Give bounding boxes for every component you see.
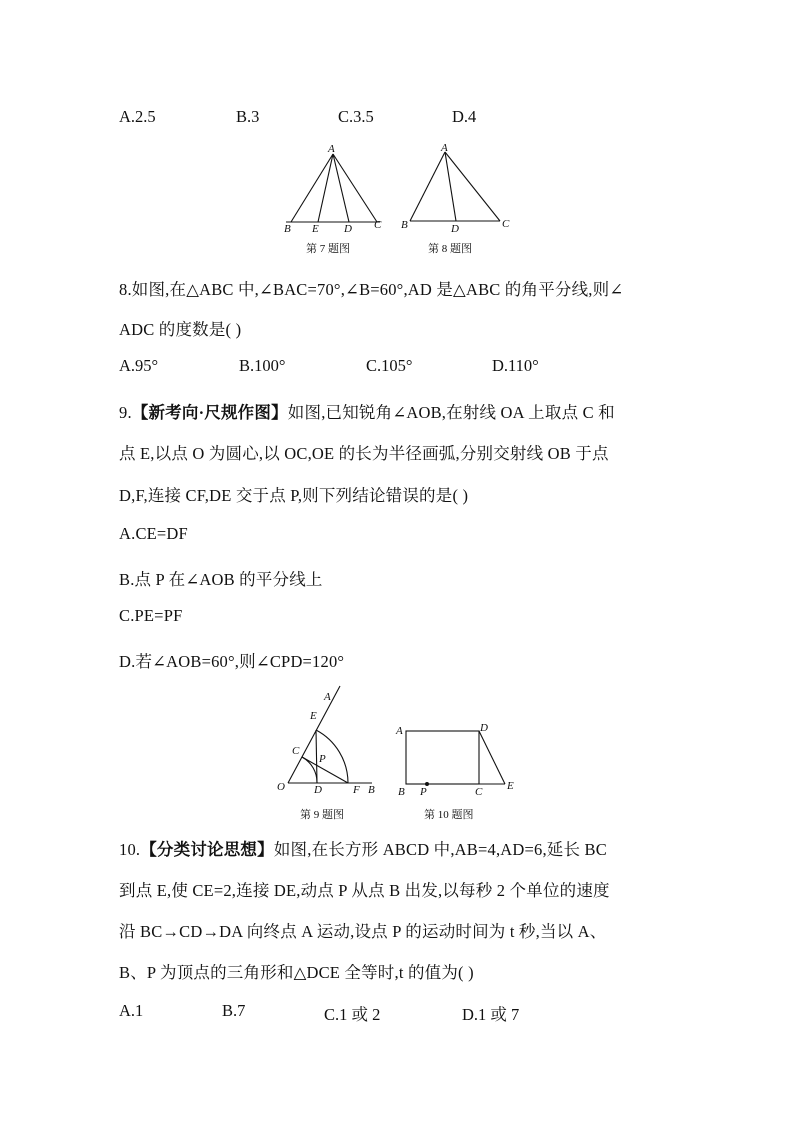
q10-tag: 【分类讨论思想】 — [140, 840, 274, 859]
fig9-label-b: B — [368, 784, 375, 795]
q9-tag: 【新考向·尺规作图】 — [131, 403, 288, 422]
figure-7-diagram — [280, 142, 390, 234]
q7-option-d: D.4 — [452, 107, 477, 126]
q9-line-1 — [119, 399, 615, 423]
q10-option-b: B.7 — [222, 1001, 246, 1020]
fig8-label-d: D — [451, 223, 459, 234]
q7-option-a: A.2.5 — [119, 107, 156, 126]
fig10-label-a: A — [396, 725, 403, 737]
q7-option-c: C.3.5 — [338, 107, 374, 126]
figure-8-diagram — [396, 140, 521, 234]
figure-10-caption: 第 10 题图 — [424, 809, 474, 821]
fig9-label-e: E — [310, 710, 317, 722]
fig10-label-d: D — [480, 722, 488, 734]
figure-9-diagram — [274, 683, 384, 795]
q10-line-4: B、P 为顶点的三角形和△DCE 全等时,t 的值为( ) — [119, 963, 474, 982]
fig9-label-d: D — [314, 784, 322, 795]
figure-8-caption: 第 8 题图 — [428, 243, 472, 255]
q9-option-a: A.CE=DF — [119, 524, 188, 543]
fig9-label-o: O — [277, 781, 285, 793]
q10-line-3: 沿 BC→CD→DA 向终点 A 运动,设点 P 的运动时间为 t 秒,当以 A、 — [119, 922, 607, 941]
figure-9-caption: 第 9 题图 — [300, 809, 344, 821]
q8-option-a: A.95° — [119, 356, 159, 375]
q8-option-c: C.105° — [366, 356, 413, 375]
fig8-label-a: A — [441, 142, 448, 154]
q10-line-1 — [119, 836, 607, 860]
fig7-label-a: A — [328, 143, 335, 155]
q9-option-d: D.若∠AOB=60°,则∠CPD=120° — [119, 652, 345, 671]
q8-line-2: ADC 的度数是( ) — [119, 320, 242, 339]
fig9-label-p: P — [319, 753, 326, 765]
q9-line-1-text: 如图,已知锐角∠AOB,在射线 OA 上取点 C 和 — [287, 403, 615, 422]
q10-line-2: 到点 E,使 CE=2,连接 DE,动点 P 从点 B 出发,以每秒 2 个单位的速度 — [119, 881, 610, 900]
fig8-label-b: B — [401, 219, 408, 231]
q10-option-a: A.1 — [119, 1001, 144, 1020]
figure-10-diagram — [392, 720, 520, 800]
fig10-label-b: B — [398, 786, 405, 798]
figure-7-caption: 第 7 题图 — [306, 243, 350, 255]
fig10-label-p: P — [420, 786, 427, 798]
q7-option-b: B.3 — [236, 107, 260, 126]
fig9-label-c: C — [292, 745, 300, 757]
fig9-label-f: F — [353, 784, 360, 795]
q10-line-1-text: 如图,在长方形 ABCD 中,AB=4,AD=6,延长 BC — [273, 840, 607, 859]
q9-option-b: B.点 P 在∠AOB 的平分线上 — [119, 570, 323, 589]
q9-line-3: D,F,连接 CF,DE 交于点 P,则下列结论错误的是( ) — [119, 486, 469, 505]
q9-option-c: C.PE=PF — [119, 606, 183, 625]
q9-line-2: 点 E,以点 O 为圆心,以 OC,OE 的长为半径画弧,分别交射线 OB 于点 — [119, 444, 609, 463]
q10-option-d: D.1 或 7 — [462, 1005, 520, 1024]
fig9-label-a: A — [324, 691, 331, 703]
q8-line-1: 8.如图,在△ABC 中,∠BAC=70°,∠B=60°,AD 是△ABC 的角平分线,则∠ — [119, 280, 624, 299]
q8-option-d: D.110° — [492, 356, 539, 375]
q8-option-b: B.100° — [239, 356, 286, 375]
q9-number: 9. — [119, 403, 132, 422]
fig7-label-e: E — [312, 223, 319, 234]
fig10-label-c: C — [475, 786, 483, 798]
q10-number: 10. — [119, 840, 141, 859]
fig7-label-b: B — [284, 223, 291, 234]
q10-option-c: C.1 或 2 — [324, 1005, 381, 1024]
fig8-label-c: C — [502, 218, 510, 230]
fig7-label-c: C — [374, 219, 382, 231]
fig7-label-d: D — [344, 223, 352, 234]
fig10-label-e: E — [507, 780, 514, 792]
